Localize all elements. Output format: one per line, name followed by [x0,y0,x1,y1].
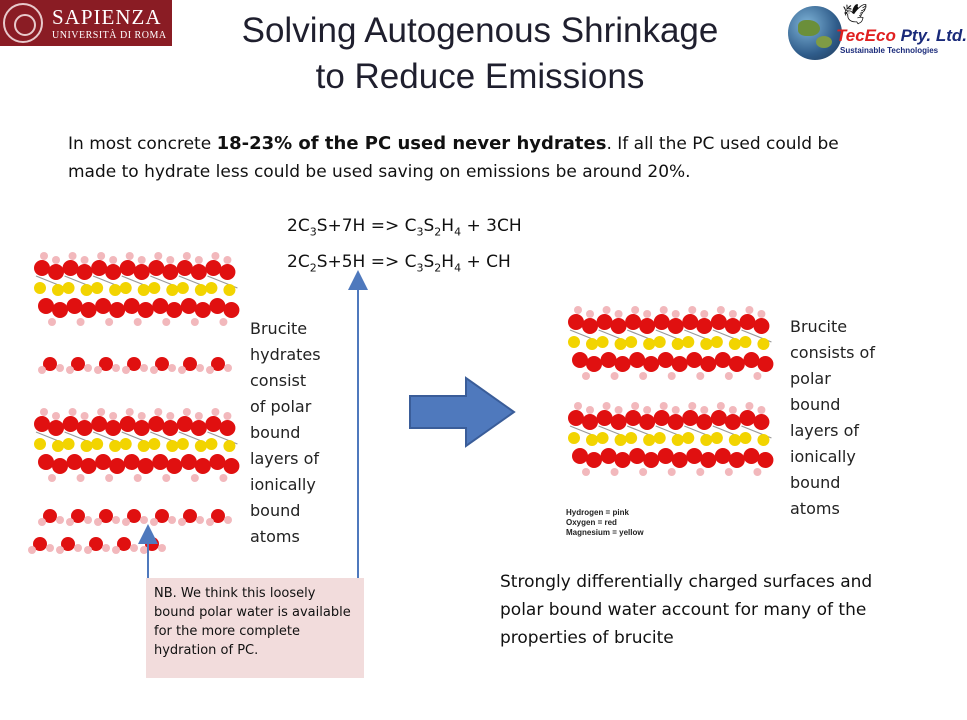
eq2-c-sub: 2 [434,261,442,275]
logo-subtitle: UNIVERSITÀ DI ROMA [52,30,167,41]
eq2-b: S+5H => C [316,252,417,272]
eq1-d: H [441,216,455,236]
nb-note-text: NB. We think this loosely bound polar water is available for the more complete hydration of PC. [154,586,351,658]
intro-text-2: . If all the PC used could be made to hydrate less could be used saving on emissions be around 20%. [68,134,839,182]
eq2-c: S [423,252,435,272]
eq2-a-sub: 2 [309,261,317,275]
eq2-e: + CH [461,252,511,272]
left-label-line: ionically [250,475,316,494]
eq1-d-sub: 4 [454,225,462,239]
right-label-line: consists of [790,343,875,362]
logo-name: SAPIENZA [52,5,162,29]
left-label-line: layers of [250,449,319,468]
eq1-c: S [423,216,435,236]
right-label-line: bound [790,473,841,492]
right-label-line: layers of [790,421,859,440]
legend-hydrogen: Hydrogen = pink [566,508,629,517]
title-line-2: to Reduce Emissions [315,57,645,96]
right-label-line: ionically [790,447,856,466]
brand-pty: Pty. Ltd. [900,26,967,45]
nb-note-box [146,578,364,678]
legend-magnesium: Magnesium = yellow [566,528,644,537]
summary-text: Strongly differentially charged surfaces and polar bound water account for many of the properties of brucite [500,572,873,648]
transform-arrow-icon [410,378,514,446]
eq1-b-sub: 3 [416,225,424,239]
legend-oxygen: Oxygen = red [566,518,617,527]
brand-tececo: TecEco [836,26,896,45]
left-label-line: bound [250,501,301,520]
left-label-line: of polar [250,397,312,416]
eq1-c-sub: 2 [434,225,442,239]
intro-bold: 18-23% of the PC used never hydrates [216,133,607,154]
left-label-line: atoms [250,527,300,546]
left-label-line: bound [250,423,301,442]
intro-text-1: In most concrete [68,134,217,154]
eq1-a: 2C [287,216,310,236]
eq2-d: H [441,252,455,272]
right-label-line: atoms [790,499,840,518]
right-label-line: Brucite [790,317,848,336]
eq1-b: S+7H => C [316,216,417,236]
right-label-line: bound [790,395,841,414]
bird-icon: 🕊 [842,2,868,26]
brand-tagline: Sustainable Technologies [840,46,939,55]
left-label-line: consist [250,371,307,390]
eq2-d-sub: 4 [454,261,462,275]
left-label-line: Brucite [250,319,308,338]
eq1-a-sub: 3 [309,225,317,239]
left-label-line: hydrates [250,345,321,364]
right-label-line: polar [790,369,831,388]
eq2-b-sub: 3 [416,261,424,275]
eq1-e: + 3CH [461,216,522,236]
title-line-1: Solving Autogenous Shrinkage [241,11,719,50]
eq2-a: 2C [287,252,310,272]
